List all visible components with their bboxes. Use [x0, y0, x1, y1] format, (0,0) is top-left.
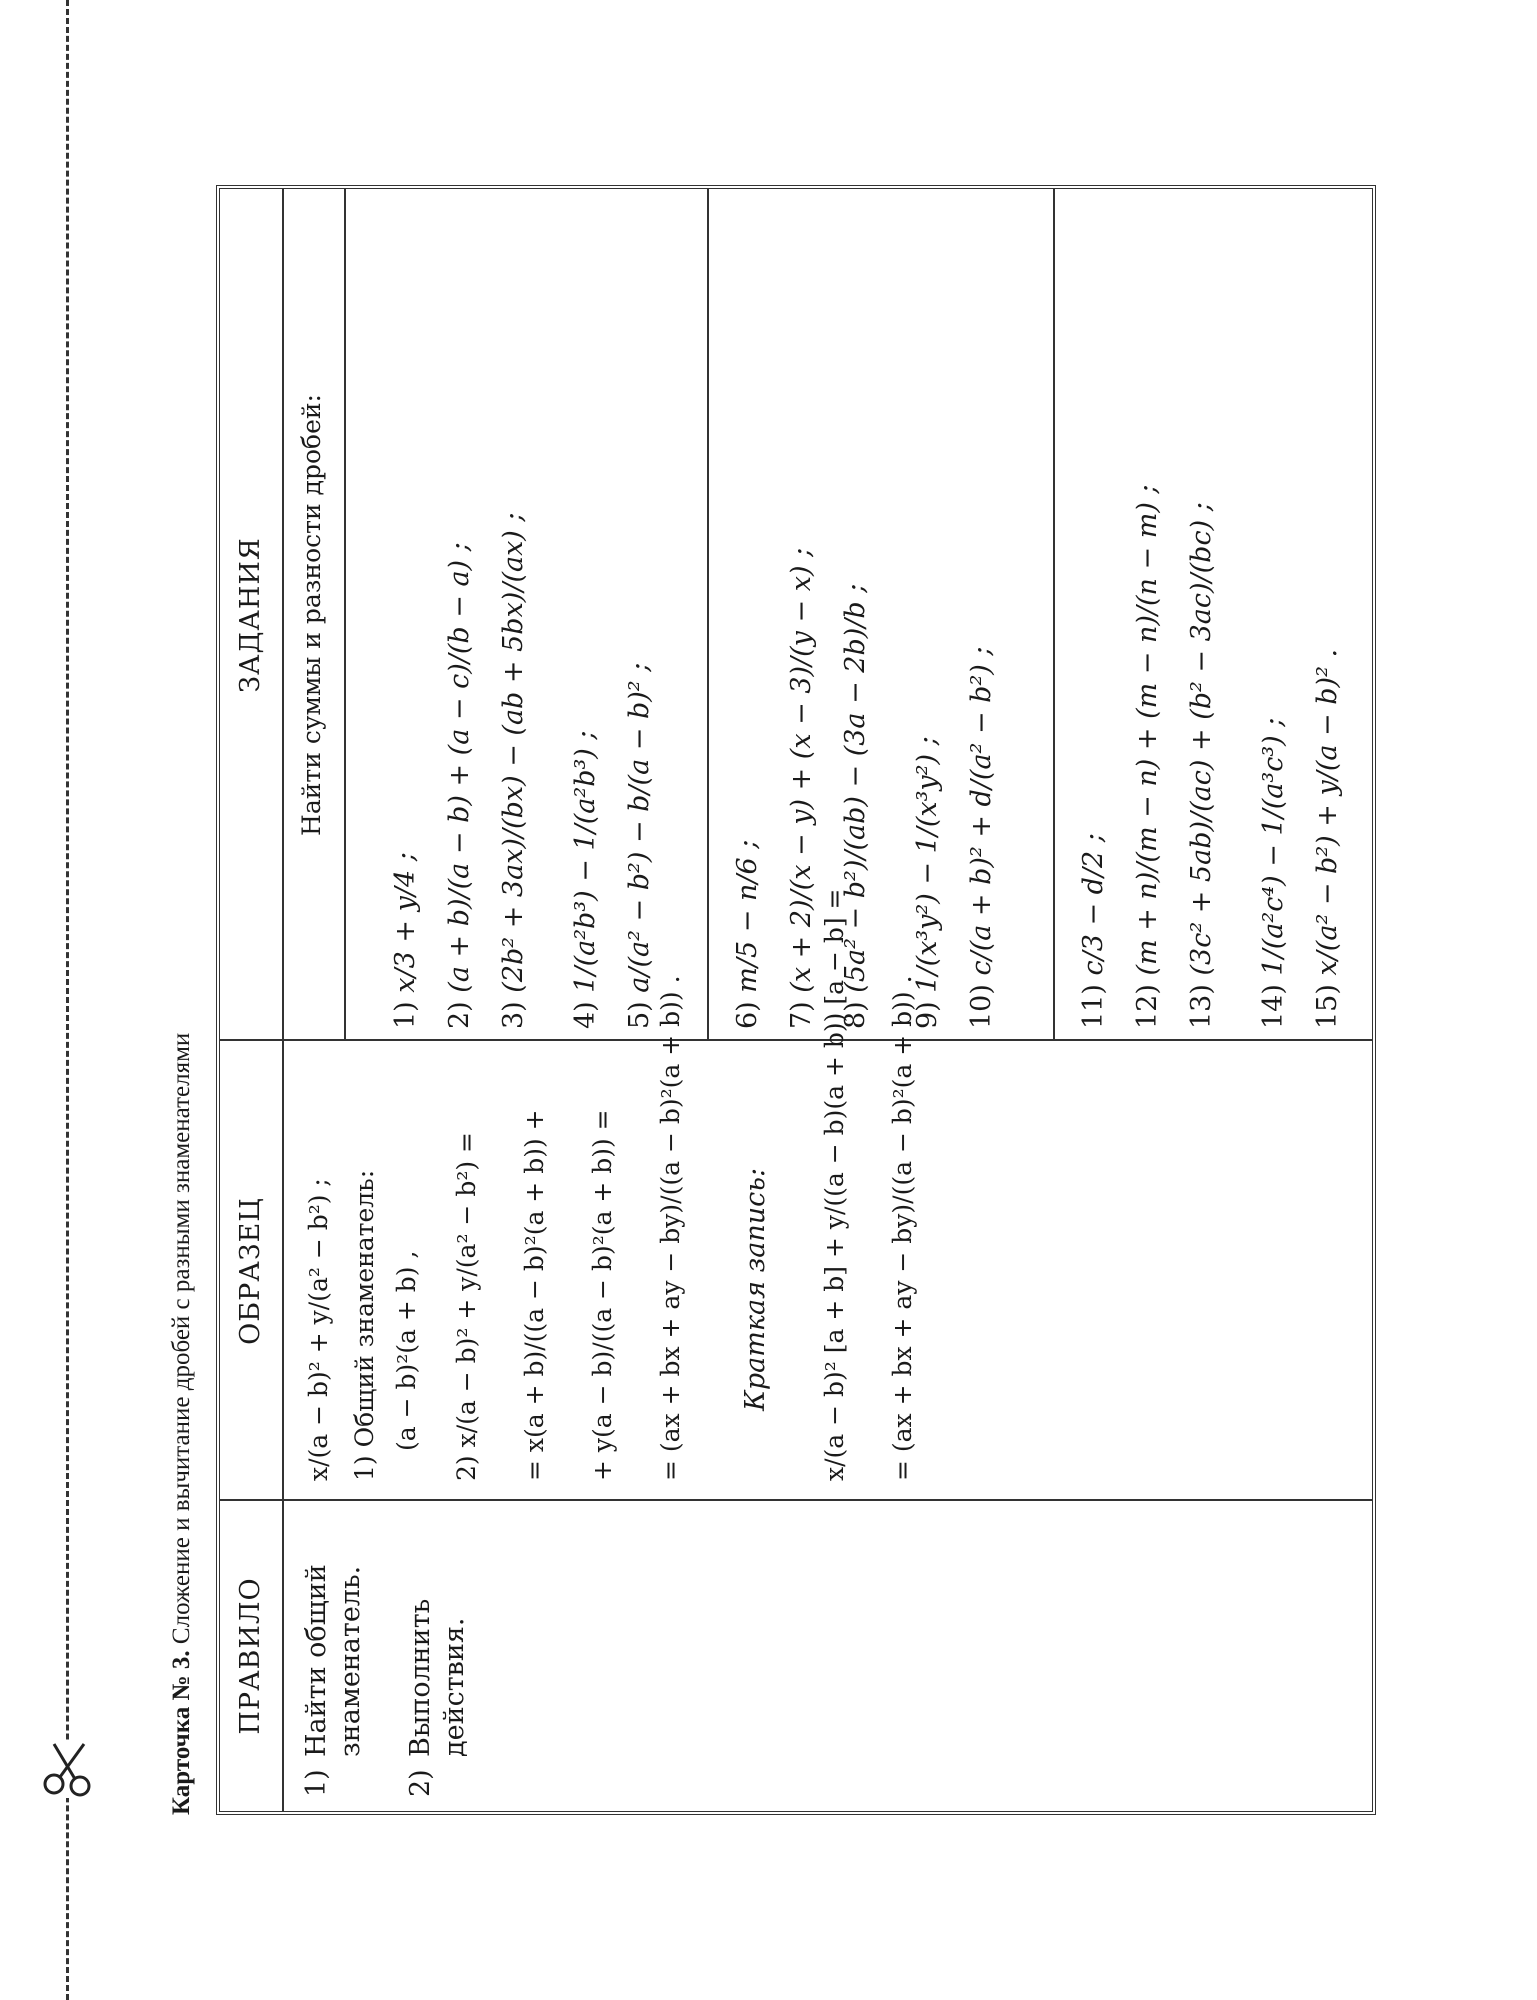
- rule-step-2: 2) Выполнить действия.: [405, 1598, 470, 1797]
- task-item: 9) 1/(x³y²) − 1/(x³y²) ;: [912, 736, 943, 1029]
- example-line-4: 2) x/(a − b)² + y/(a² − b²) =: [452, 1132, 481, 1481]
- card-title: [160, 1033, 204, 1815]
- example-line-3: (a − b)²(a + b) ,: [392, 1250, 421, 1451]
- example-line-7: = (ax + bx + ay − by)/((a − b)²(a + b)) .: [656, 975, 685, 1481]
- header-tasks: ЗАДАНИЯ: [235, 537, 266, 693]
- header-example: ОБРАЗЕЦ: [235, 1197, 266, 1345]
- task-item: 12) (m + n)/(m − n) + (m − n)/(n − m) ;: [1132, 484, 1163, 1029]
- card-topic: Сложение и вычитание дробей с разными знаменателями: [168, 1032, 195, 1645]
- example-short-label: Краткая запись:: [740, 1167, 771, 1411]
- example-line-9: = (ax + bx + ay − by)/((a − b)²(a + b)) .: [888, 975, 917, 1481]
- rule-step-1: 1) Найти общий знаменатель.: [301, 1564, 366, 1797]
- card-number: Карточка № 3.: [168, 1650, 195, 1815]
- task-item: 8) (5a² − b²)/(ab) − (3a − 2b)/b ;: [840, 583, 871, 1029]
- task-item: 1) x/3 + y/4 ;: [390, 852, 421, 1029]
- task-item: 7) (x + 2)/(x − y) + (x − 3)/(y − x) ;: [786, 547, 817, 1029]
- task-item: 15) x/(a² − b²) + y/(a − b)² .: [1312, 648, 1343, 1029]
- task-item: 3) (2b² + 3ax)/(bx) − (ab + 5bx)/(ax) ;: [498, 512, 529, 1029]
- subheader-divider: [344, 189, 346, 1041]
- scissors-icon: [40, 1740, 102, 1798]
- header-rule: ПРАВИЛО: [235, 1577, 266, 1735]
- task-item: 14) 1/(a²c⁴) − 1/(a³c³) ;: [1258, 717, 1289, 1029]
- example-line-8: x/(a − b)² [a + b] + y/((a − b)(a + b)) [a − b] =: [820, 888, 849, 1481]
- example-line-6: + y(a − b)/((a − b)²(a + b)) =: [588, 1109, 617, 1481]
- tasks-subheader: Найти суммы и разности дробей:: [297, 394, 326, 836]
- card-table: [216, 185, 1376, 1815]
- card: [160, 0, 1400, 1835]
- col-divider: [220, 1499, 1372, 1501]
- group-divider: [1053, 189, 1055, 1041]
- task-item: 10) c/(a + b)² + d/(a² − b²) ;: [966, 646, 997, 1029]
- task-item: 13) (3c² + 5ab)/(ac) + (b² − 3ac)/(bc) ;: [1186, 502, 1217, 1029]
- example-line-1: x/(a − b)² + y/(a² − b²) ;: [304, 1178, 333, 1481]
- col-divider: [220, 1039, 1372, 1041]
- group-divider: [707, 189, 709, 1041]
- task-item: 6) m/5 − n/6 ;: [732, 839, 763, 1029]
- cut-line: [66, 0, 69, 2000]
- task-item: 4) 1/(a²b³) − 1/(a²b³) ;: [570, 730, 601, 1029]
- example-line-5: = x(a + b)/((a − b)²(a + b)) +: [520, 1109, 549, 1481]
- example-line-2: 1) Общий знаменатель:: [350, 1169, 379, 1481]
- task-item: 5) a/(a² − b²) − b/(a − b)² ;: [624, 662, 655, 1029]
- task-item: 2) (a + b)/(a − b) + (a − c)/(b − a) ;: [444, 542, 475, 1029]
- task-item: 11) c/3 − d/2 ;: [1078, 833, 1109, 1029]
